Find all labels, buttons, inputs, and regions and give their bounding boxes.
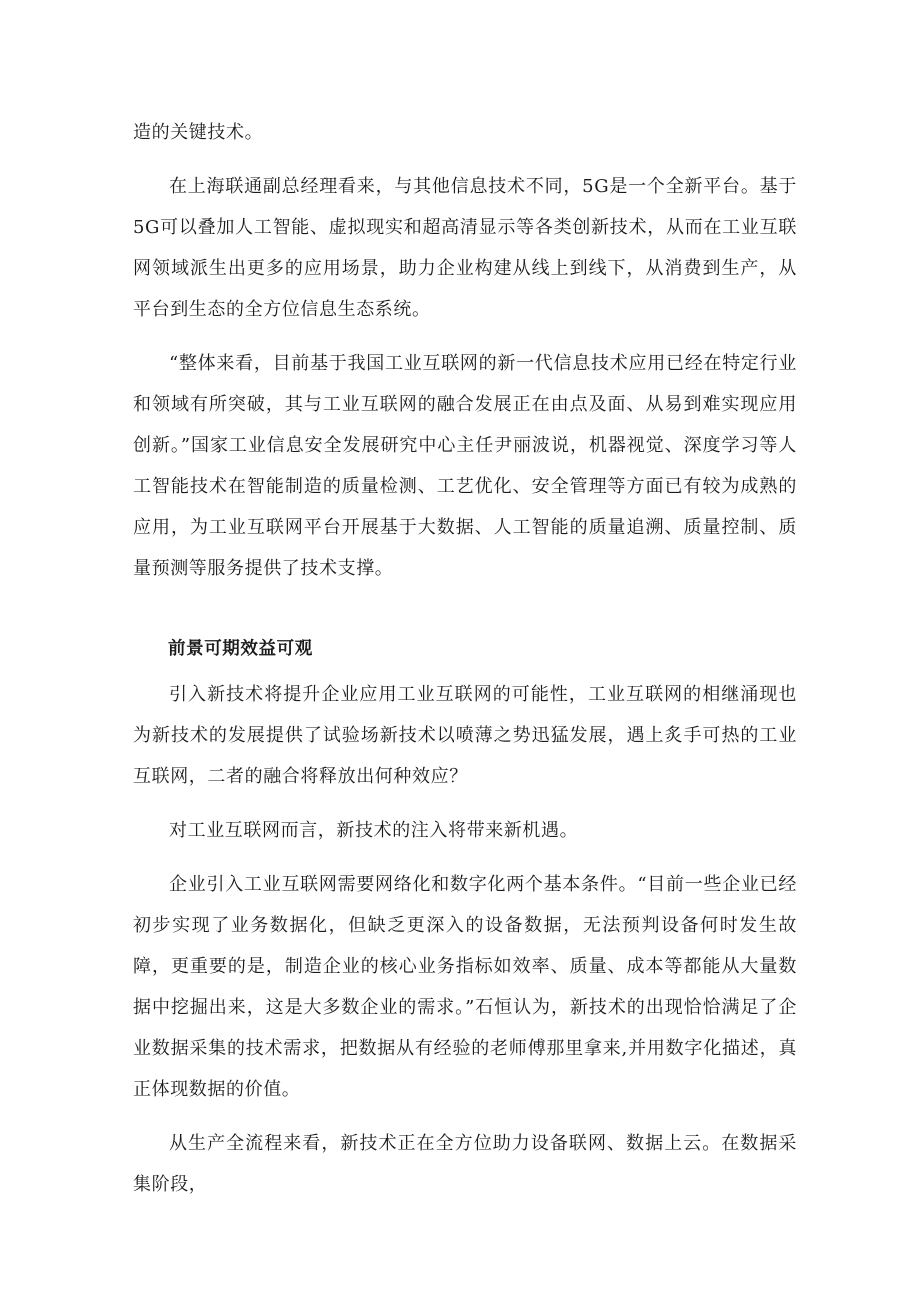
- paragraph-continuation: 造的关键技术。: [133, 122, 264, 143]
- paragraph-shi-heng-quote: 企业引入工业互联网需要网络化和数字化两个基本条件。“目前一些企业已经初步实现了业务数据化，但缺乏更深入的设备数据，无法预判设备何时发生故障，更重要的是，制造企业的核心业务指标如效率、质量、成本等都能从大量数据中挖掘出来，这是大多数企业的需求。”石恒认为，新技术的出现恰恰满足了企业数据采集的技术需求，把数据从有经验的老师傅那里拿来,并用数字化描述，真正体现数据的价值。: [133, 874, 797, 1100]
- paragraph-production-process: 从生产全流程来看，新技术正在全方位助力设备联网、数据上云。在数据采集阶段，: [133, 1133, 797, 1195]
- section-heading: 前景可期效益可观: [168, 639, 313, 659]
- paragraph-quote-yin-libo: “整体来看，目前基于我国工业互联网的新一代信息技术应用已经在特定行业和领域有所突破，其与工业互联网的融合发展正在由点及面、从易到难实现应用创新。”国家工业信息安全发展研究中心主任尹丽波说，机器视觉、深度学习等人工智能技术在智能制造的质量检测、工艺优化、安全管理等方面已有较为成熟的应用，为工业互联网平台开展基于大数据、人工智能的质量追溯、质量控制、质量预测等服务提供了技术支撑。: [133, 353, 797, 579]
- paragraph-new-opportunity: 对工业互联网而言，新技术的注入将带来新机遇。: [169, 820, 579, 841]
- document-body: [133, 112, 797, 1218]
- paragraph-new-tech-intro: 引入新技术将提升企业应用工业互联网的可能性，工业互联网的相继涌现也为新技术的发展提供了试验场新技术以喷薄之势迅猛发展，遇上炙手可热的工业互联网，二者的融合将释放出何种效应？: [133, 684, 797, 787]
- paragraph-5g-platform: 在上海联通副总经理看来，与其他信息技术不同，5G是一个全新平台。基于5G可以叠加人工智能、虚拟现实和超高清显示等各类创新技术，从而在工业互联网领域派生出更多的应用场景，助力企业构建从线上到线下，从消费到生产，从平台到生态的全方位信息生态系统。: [133, 176, 797, 320]
